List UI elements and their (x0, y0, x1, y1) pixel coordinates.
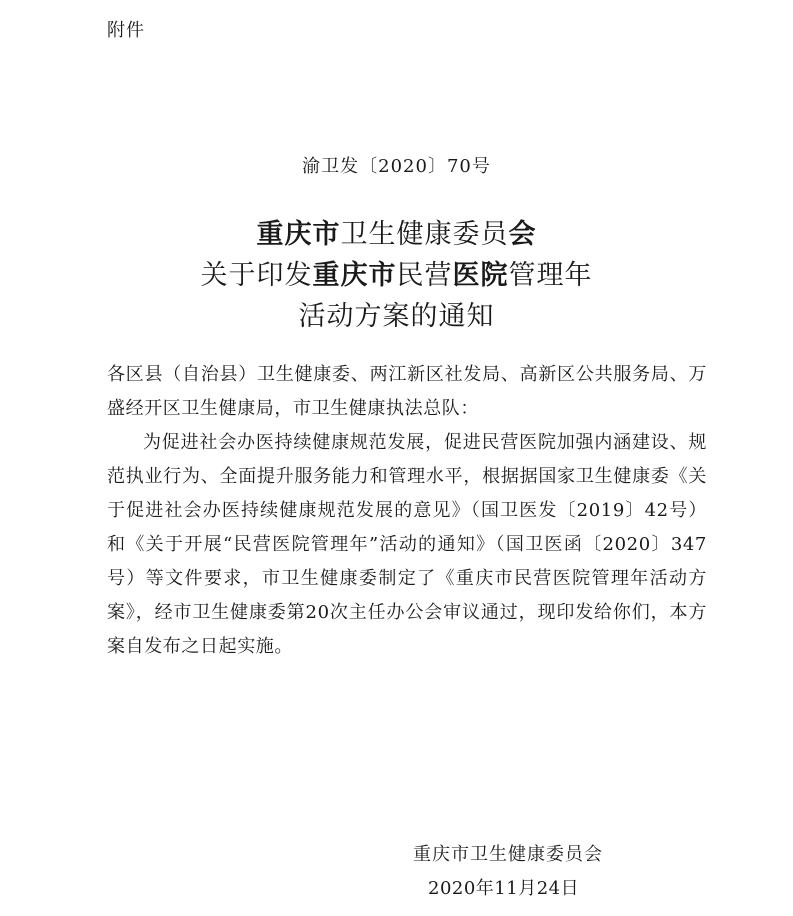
document-number: 渝卫发〔2020〕70号 (302, 156, 491, 177)
title-line-2-plain-b: 民营 (396, 260, 453, 291)
document-body (107, 358, 707, 664)
attachment-label: 附件 (107, 20, 145, 41)
title-line-1-bold-a: 重庆市 (256, 219, 341, 250)
title-line-1 (0, 214, 793, 255)
title-line-2-bold-a: 重庆市 (312, 260, 397, 291)
title-line-1-plain: 卫生健康委员 (340, 219, 509, 250)
title-line-3: 活动方案的通知 (298, 301, 495, 332)
issuer-signature: 重庆市卫生健康委员会 (413, 844, 603, 865)
title-line-2-plain-c: 管理年 (508, 260, 593, 291)
document-title (0, 214, 793, 337)
title-line-2-plain-a: 关于印发 (200, 260, 313, 291)
body-paragraph: 为促进社会办医持续健康规范发展，促进民营医院加强内涵建设、规范执业行为、全面提升服务能力和管理水平，根据据国家卫生健康委《关于促进社会办医持续健康规范发展的意见》（国卫医发〔2019〕42号）和《关于开展“民营医院管理年”活动的通知》（国卫医函〔2020〕347号）等文件要求，市卫生健康委制定了《重庆市民营医院管理年活动方案》，经市卫生健康委第20次主任办公会审议通过，现印发给你们，本方案自发布之日起实施。 (107, 432, 707, 657)
addressees: 各区县（自治县）卫生健康委、两江新区社发局、高新区公共服务局、万盛经开区卫生健康局，市卫生健康执法总队： (107, 364, 707, 419)
title-line-1-bold-b: 会 (508, 219, 537, 250)
title-line-2-bold-b: 医院 (452, 260, 509, 291)
issue-date: 2020年11月24日 (428, 878, 580, 899)
title-line-2 (0, 255, 793, 296)
